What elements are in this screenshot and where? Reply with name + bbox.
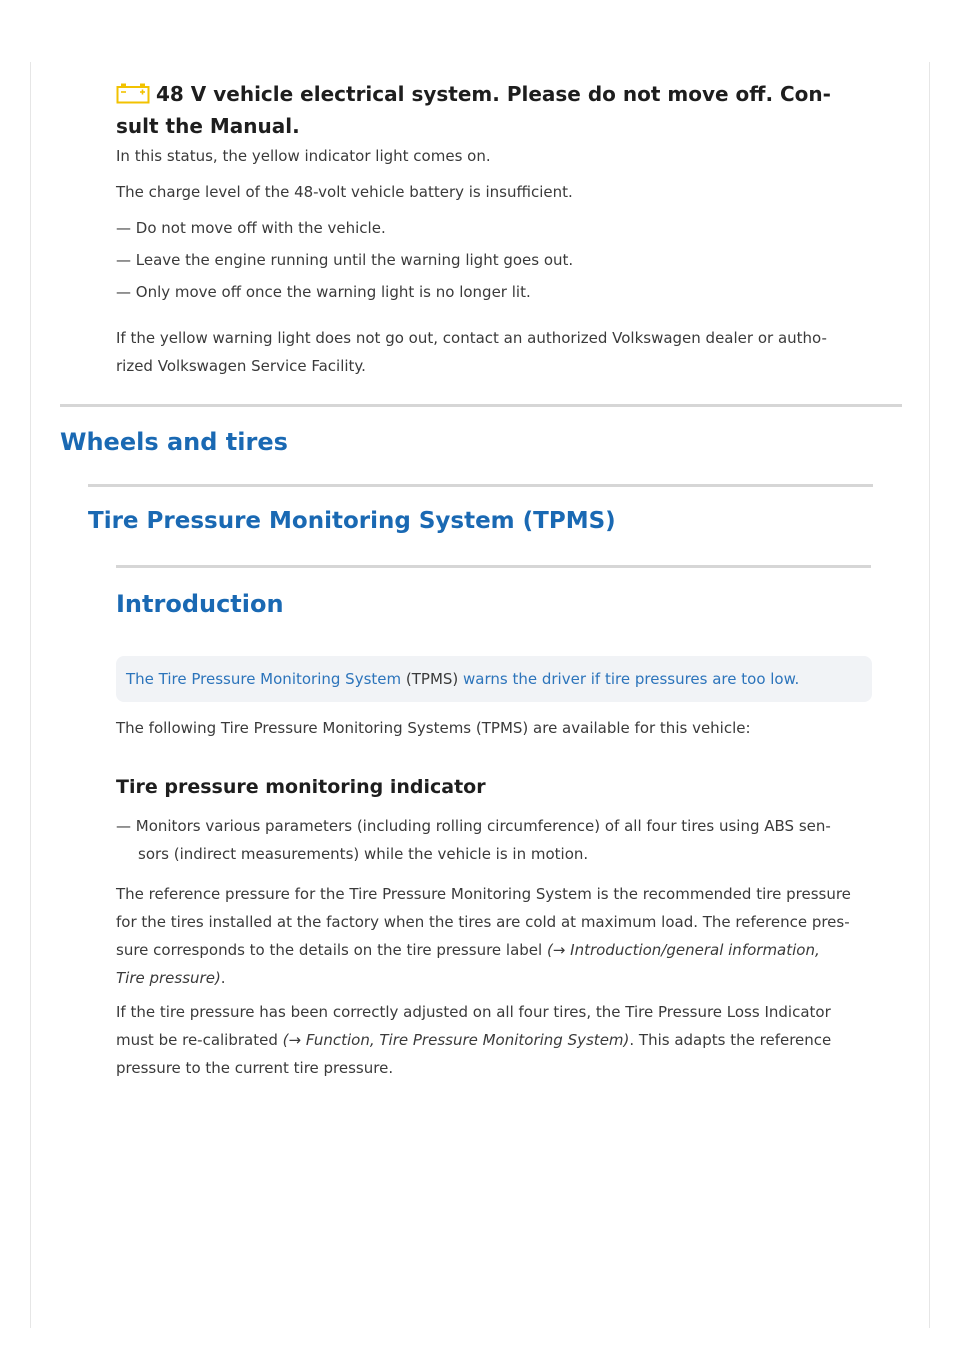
indicator-bullet: — Monitors various parameters (including rolling circumference) of all four tires using ABS sen- sors (indirect measurements) while the vehicle is in motion. xyxy=(116,817,831,863)
section-divider xyxy=(60,404,902,407)
intro-summary-box: The Tire Pressure Monitoring System (TPMS) warns the driver if tire pressures are too low. xyxy=(116,656,872,702)
section-divider xyxy=(116,565,871,568)
charge-text: The charge level of the 48-volt vehicle battery is insufficient. xyxy=(116,183,573,201)
intro-link-warns[interactable]: warns the driver if tire pressures are too low. xyxy=(463,670,800,688)
crossref-link[interactable]: Tire pressure) xyxy=(116,969,221,987)
contact-text: If the yellow warning light does not go out, contact an authorized Volkswagen dealer or autho- rized Volkswagen Service Facility. xyxy=(116,329,827,375)
page-border-left xyxy=(30,62,31,1328)
step-item: — Do not move off with the vehicle. xyxy=(116,219,386,237)
battery-icon xyxy=(116,81,150,103)
crossref-link[interactable]: (→ Introduction/general information, xyxy=(546,941,820,959)
warning-heading-line1: 48 V vehicle electrical system. Please do not move off. Con- xyxy=(156,82,831,106)
warning-heading xyxy=(116,78,856,142)
status-text: In this status, the yellow indicator light comes on. xyxy=(116,147,491,165)
reference-paragraph: The reference pressure for the Tire Pressure Monitoring System is the recommended tire pressure for the tires installed at the factory when the tires are cold at maximum load. The reference pres- sure corresponds to the details on the tire pressure label (→ Introduction/general information, Tire pressure). xyxy=(116,885,851,987)
crossref-link[interactable]: (→ Function, Tire Pressure Monitoring System) xyxy=(282,1031,630,1049)
section-title-introduction: Introduction xyxy=(116,590,284,618)
recalibrate-paragraph: If the tire pressure has been correctly adjusted on all four tires, the Tire Pressure Loss Indicator must be re-calibrated (→ Function, Tire Pressure Monitoring System). This adapts the reference pressure to the current tire pressure. xyxy=(116,1003,832,1077)
section-divider xyxy=(88,484,873,487)
step-item: — Only move off once the warning light is no longer lit. xyxy=(116,283,531,301)
section-title-wheels: Wheels and tires xyxy=(60,428,288,456)
intro-link-tpms[interactable]: The Tire Pressure Monitoring System xyxy=(126,670,402,688)
indicator-title: Tire pressure monitoring indicator xyxy=(116,776,486,798)
page-border-right xyxy=(929,62,930,1328)
step-item: — Leave the engine running until the warning light goes out. xyxy=(116,251,574,269)
section-title-tpms: Tire Pressure Monitoring System (TPMS) xyxy=(88,508,616,534)
warning-heading-line2: sult the Manual. xyxy=(116,114,300,138)
available-text: The following Tire Pressure Monitoring Systems (TPMS) are available for this vehicle: xyxy=(116,719,751,737)
